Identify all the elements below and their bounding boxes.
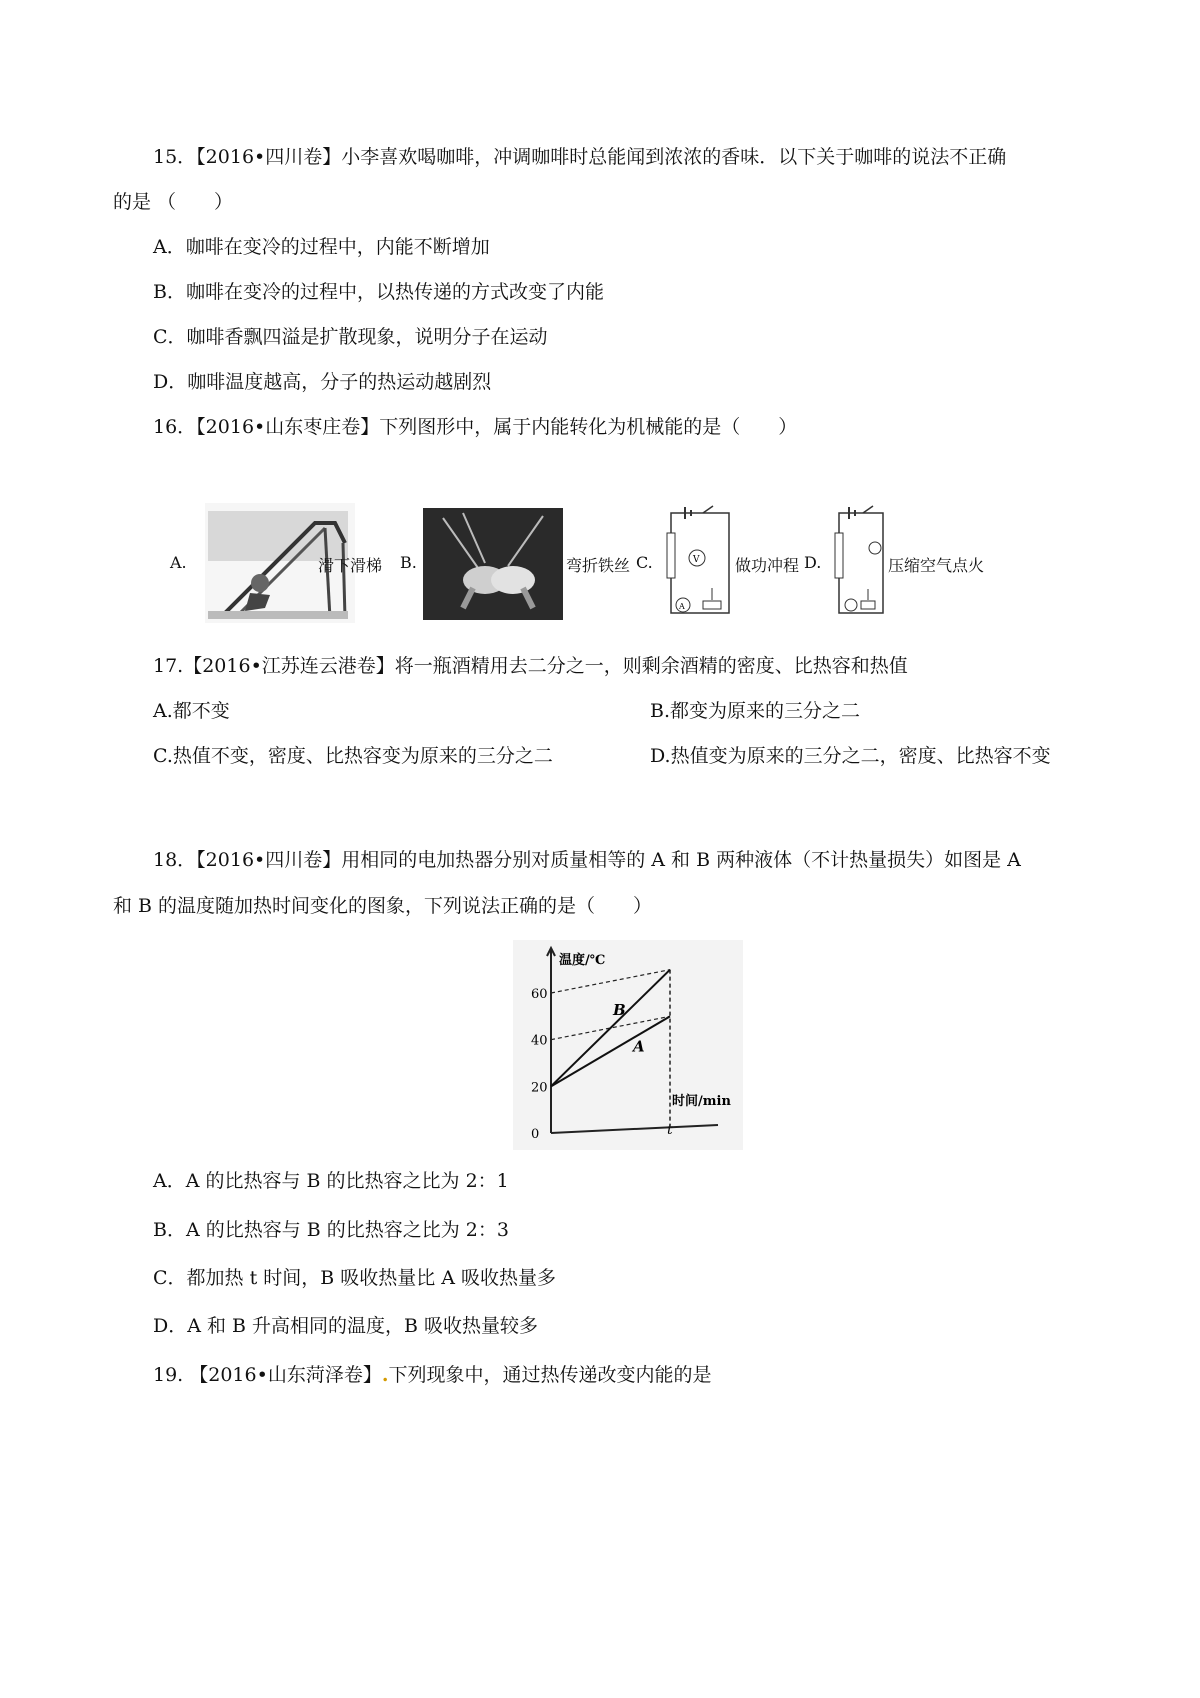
q19-stem-mark: . xyxy=(381,1364,389,1386)
svg-text:V: V xyxy=(693,555,700,565)
q16-caption-d: 压缩空气点火 xyxy=(888,556,985,575)
y-axis-label: 温度/℃ xyxy=(559,953,606,968)
q17-option-c: C.热值不变，密度、比热容变为原来的三分之二 xyxy=(153,745,553,767)
series-label-B: B xyxy=(613,1001,626,1019)
q15-option-d: D．咖啡温度越高，分子的热运动越剧烈 xyxy=(153,371,492,393)
q17-option-a: A.都不变 xyxy=(153,700,230,722)
q16-label-b: B. xyxy=(400,553,417,572)
q16-caption-c: 做功冲程 xyxy=(735,556,800,575)
x-axis-label: 时间/min xyxy=(672,1094,731,1109)
q15-stem-line1: 15．【2016•四川卷】小李喜欢喝咖啡，冲调咖啡时总能闻到浓浓的香味．以下关于咖啡的说法不正确 xyxy=(153,146,1007,168)
series-label-A: A xyxy=(633,1037,645,1056)
q19-stem-prefix: 19. 【2016•山东菏泽卷】 xyxy=(153,1364,382,1386)
q16-figure-row xyxy=(170,503,1130,628)
q17-option-d: D.热值变为原来的三分之二，密度、比热容不变 xyxy=(650,745,1051,767)
q17-stem: 17.【2016•江苏连云港卷】将一瓶酒精用去二分之一，则剩余酒精的密度、比热容和热值 xyxy=(153,655,908,677)
q18-option-d: D．A 和 B 升高相同的温度，B 吸收热量较多 xyxy=(153,1315,539,1337)
temperature-time-chart xyxy=(513,940,743,1150)
q15-stem-line2: 的是 （ ） xyxy=(113,191,234,213)
q18-option-b: B．A 的比热容与 B 的比热容之比为 2：3 xyxy=(153,1219,509,1241)
q18-option-a: A．A 的比热容与 B 的比热容之比为 2：1 xyxy=(153,1170,509,1192)
q19-stem xyxy=(153,1362,711,1388)
y-tick-label-1: 20 xyxy=(531,1080,548,1096)
q16-caption-a: 滑下滑梯 xyxy=(318,556,383,575)
q15-option-c: C．咖啡香飘四溢是扩散现象，说明分子在运动 xyxy=(153,326,548,348)
bending-wire-image xyxy=(423,508,563,620)
q16-label-a: A. xyxy=(170,553,187,572)
circuit-diagram-d xyxy=(833,503,888,623)
circuit-diagram-c xyxy=(665,503,735,623)
dashed-guide-60 xyxy=(551,970,670,993)
q16-label-c: C. xyxy=(636,553,653,572)
series-line-B xyxy=(551,970,670,1087)
svg-text:A: A xyxy=(679,602,685,611)
q15-option-b: B．咖啡在变冷的过程中，以热传递的方式改变了内能 xyxy=(153,281,604,303)
y-tick-label-3: 60 xyxy=(531,987,548,1002)
x-tick-label-t: t xyxy=(667,1122,673,1138)
q17-option-b: B.都变为原来的三分之二 xyxy=(650,700,861,722)
q18-stem-line2: 和 B 的温度随加热时间变化的图象，下列说法正确的是（ ） xyxy=(113,895,653,917)
q15-option-a: A．咖啡在变冷的过程中，内能不断增加 xyxy=(153,236,490,258)
q16-stem: 16．【2016•山东枣庄卷】下列图形中，属于内能转化为机械能的是（ ） xyxy=(153,416,798,438)
q16-caption-b: 弯折铁丝 xyxy=(566,556,631,575)
y-tick-label-0: 0 xyxy=(531,1127,540,1142)
chart-svg xyxy=(513,940,743,1150)
y-tick-label-2: 40 xyxy=(531,1033,548,1049)
q19-stem-rest: 下列现象中，通过热传递改变内能的是 xyxy=(388,1364,712,1386)
q16-label-d: D. xyxy=(804,553,822,572)
x-axis xyxy=(551,1125,718,1133)
q18-stem-line1: 18．【2016•四川卷】用相同的电加热器分别对质量相等的 A 和 B 两种液体（不计热量损失）如图是 A xyxy=(153,849,1021,871)
q18-option-c: C．都加热 t 时间，B 吸收热量比 A 吸收热量多 xyxy=(153,1267,557,1289)
